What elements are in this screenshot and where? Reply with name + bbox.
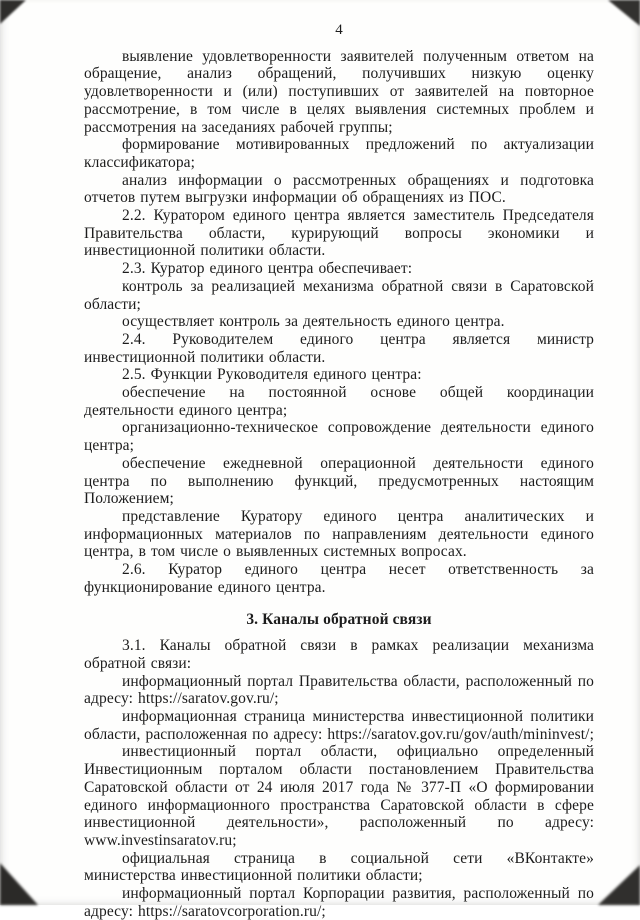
paragraph: информационная страница министерства инвестиционной политики области, расположенная по адресу: https://saratov.gov.ru/gov/auth/mininvest/; [84,708,595,743]
paragraph: организационно-техническое сопровождение деятельности единого центра; [84,419,594,455]
paragraph: формирование мотивированных предложений по актуализации классификатора; [84,136,594,171]
scan-artifact-top-left [0,0,26,24]
paragraph: представление Куратору единого центра аналитических и информационных материалов по направлениям деятельности единого центра, в том числе о выявленных системных вопросах. [84,507,594,561]
paragraph: инвестиционный портал области, официально определенный Инвестиционным порталом области постановлением Правительства Саратовской области от 24 июля 2017 года № 377-П «О формировании единого информационного пространства Саратовской области в сфере инвестиционной деятельности», расположенный по адресу: www.investinsaratov.ru; [84,743,594,849]
paragraph: осуществляет контроль за деятельность единого центра. [122,313,505,331]
page-number: 4 [335,22,343,38]
scan-artifact-bottom-right [598,865,640,905]
paragraph: 2.2. Куратором единого центра является заместитель Председателя Правительства области, курирующий вопросы экономики и инвестиционной политики области. [84,207,594,260]
paragraph: обеспечение ежедневной операционной деятельности единого центра по выполнению функций, предусмотренных настоящим Положением; [84,454,594,508]
page-content [84,22,594,920]
scan-artifact-bottom-left [0,863,38,905]
scan-artifact-top-right [608,0,640,26]
paragraph: официальная страница в социальной сети «ВКонтакте» министерства инвестиционной политики области; [84,849,594,885]
paragraph: информационный портал Корпорации развития, расположенный по адресу: https://saratovcorporation.ru/; [84,885,594,920]
paragraph: 2.3. Куратор единого центра обеспечивает: [122,260,413,278]
paragraph: обеспечение на постоянной основе общей координации деятельности единого центра; [84,384,594,419]
paragraph: контроль за реализацией механизма обратной связи в Саратовской области; [84,277,594,313]
section-heading: 3. Каналы обратной связи [246,610,432,628]
paragraph: выявление удовлетворенности заявителей полученным ответом на обращение, анализ обращений, получивших низкую оценку удовлетворенности и (или) поступивших от заявителей на повторное рассмотрение, в том числе в целях выявления системных проблем и рассмотрения на заседаниях рабочей группы; [84,47,594,136]
paragraph: 2.4. Руководителем единого центра является министр инвестиционной политики области. [84,330,594,366]
paragraph: анализ информации о рассмотренных обращениях и подготовка отчетов путем выгрузки информации об обращениях из ПОС. [84,171,594,207]
paragraph: информационный портал Правительства области, расположенный по адресу: https://saratov.gov.ru/; [84,672,594,708]
paragraph: 3.1. Каналы обратной связи в рамках реализации механизма обратной связи: [84,637,594,672]
paragraph: 2.5. Функции Руководителя единого центра: [122,366,422,384]
paragraph: 2.6. Куратор единого центра несет ответственность за функционирование единого центра. [84,561,594,596]
